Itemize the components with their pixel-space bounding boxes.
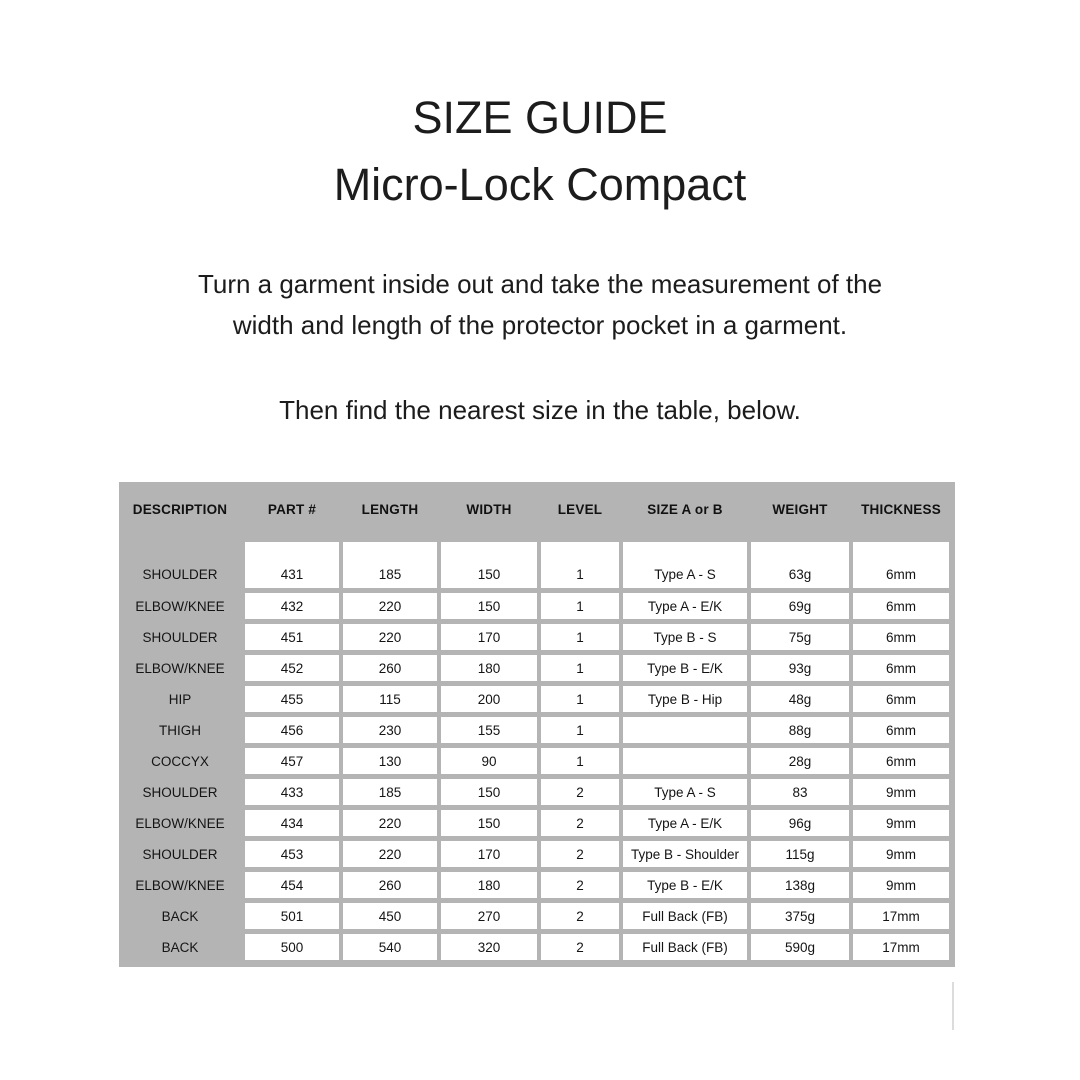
row-description: BACK: [161, 908, 199, 924]
table-cell: 320: [441, 934, 537, 960]
row-description: HIP: [168, 691, 192, 707]
table-cell: 6mm: [853, 624, 949, 650]
page-title-line2: Micro-Lock Compact: [333, 159, 747, 210]
table-cell: 456: [245, 717, 339, 743]
table-cell: 90: [441, 748, 537, 774]
table-cell: 452: [245, 655, 339, 681]
title-block: [0, 84, 1080, 218]
table-cell: 2: [541, 841, 619, 867]
table-cell: 1: [541, 593, 619, 619]
table-cell: 1: [541, 542, 619, 588]
row-description: ELBOW/KNEE: [135, 877, 225, 893]
table-cell: 28g: [751, 748, 849, 774]
table-cell: [623, 748, 747, 774]
column-header-weight: WEIGHT: [772, 502, 828, 517]
table-cell: Full Back (FB): [623, 934, 747, 960]
table-cell: 6mm: [853, 655, 949, 681]
row-description: COCCYX: [151, 753, 209, 769]
instructions-line1: Turn a garment inside out and take the measurement of the: [197, 269, 883, 299]
table-cell: Type A - E/K: [623, 593, 747, 619]
table-cell: 540: [343, 934, 437, 960]
column-header-size-a-or-b: SIZE A or B: [647, 502, 723, 517]
row-description: ELBOW/KNEE: [135, 660, 225, 676]
table-cell: Type B - Hip: [623, 686, 747, 712]
table-cell: 457: [245, 748, 339, 774]
table-cell: 6mm: [853, 542, 949, 588]
table-cell: 83: [751, 779, 849, 805]
table-cell: 220: [343, 841, 437, 867]
table-cell: 17mm: [853, 934, 949, 960]
divider-line: [952, 982, 954, 1030]
table-cell: 9mm: [853, 779, 949, 805]
row-description: ELBOW/KNEE: [135, 815, 225, 831]
table-cell: 170: [441, 841, 537, 867]
table-cell: 2: [541, 810, 619, 836]
column-header-thickness: THICKNESS: [861, 502, 941, 517]
table-cell: 115g: [751, 841, 849, 867]
table-cell: 1: [541, 624, 619, 650]
page-title-line1: SIZE GUIDE: [412, 92, 668, 143]
table-cell: 451: [245, 624, 339, 650]
table-cell: 375g: [751, 903, 849, 929]
table-cell: 1: [541, 717, 619, 743]
table-cell: 6mm: [853, 686, 949, 712]
table-cell: 431: [245, 542, 339, 588]
table-cell: 170: [441, 624, 537, 650]
table-cell: 9mm: [853, 810, 949, 836]
table-cell: 453: [245, 841, 339, 867]
table-cell: 220: [343, 593, 437, 619]
table-cell: 6mm: [853, 593, 949, 619]
table-cell: 500: [245, 934, 339, 960]
table-cell: 260: [343, 655, 437, 681]
table-cell: 454: [245, 872, 339, 898]
table-cell: Type A - E/K: [623, 810, 747, 836]
table-cell: 434: [245, 810, 339, 836]
row-description: ELBOW/KNEE: [135, 598, 225, 614]
table-cell: 17mm: [853, 903, 949, 929]
column-header-width: WIDTH: [466, 502, 512, 517]
table-cell: 455: [245, 686, 339, 712]
table-cell: 88g: [751, 717, 849, 743]
table-cell: 180: [441, 872, 537, 898]
row-description: SHOULDER: [142, 629, 218, 645]
row-description: SHOULDER: [142, 846, 218, 862]
table-cell: 180: [441, 655, 537, 681]
table-cell: 150: [441, 810, 537, 836]
table-cell: 93g: [751, 655, 849, 681]
table-cell: 501: [245, 903, 339, 929]
instructions-paragraph-1: [0, 264, 1080, 346]
table-cell: [623, 717, 747, 743]
table-cell: Type B - E/K: [623, 872, 747, 898]
table-cell: 270: [441, 903, 537, 929]
table-cell: 1: [541, 748, 619, 774]
table-cell: 2: [541, 872, 619, 898]
table-cell: 138g: [751, 872, 849, 898]
instructions-line2: width and length of the protector pocket in a garment.: [232, 310, 848, 340]
instructions-paragraph-2: Then find the nearest size in the table, below.: [279, 395, 801, 425]
table-cell: 48g: [751, 686, 849, 712]
table-cell: 9mm: [853, 841, 949, 867]
table-cell: 433: [245, 779, 339, 805]
table-cell: Type A - S: [623, 542, 747, 588]
table-cell: Type B - Shoulder: [623, 841, 747, 867]
table-cell: 220: [343, 624, 437, 650]
table-cell: Type B - S: [623, 624, 747, 650]
table-cell: 1: [541, 655, 619, 681]
table-cell: 75g: [751, 624, 849, 650]
column-header-description: DESCRIPTION: [132, 502, 228, 517]
table-cell: 2: [541, 779, 619, 805]
table-cell: 432: [245, 593, 339, 619]
row-description: BACK: [161, 939, 199, 955]
table-cell: 6mm: [853, 748, 949, 774]
table-cell: Type B - E/K: [623, 655, 747, 681]
table-cell: 185: [343, 542, 437, 588]
table-cell: 200: [441, 686, 537, 712]
table-cell: 2: [541, 903, 619, 929]
column-header-level: LEVEL: [557, 502, 603, 517]
table-cell: 230: [343, 717, 437, 743]
table-cell: 150: [441, 779, 537, 805]
table-cell: 96g: [751, 810, 849, 836]
table-cell: Full Back (FB): [623, 903, 747, 929]
table-cell: 450: [343, 903, 437, 929]
table-cell: 150: [441, 593, 537, 619]
table-cell: 185: [343, 779, 437, 805]
row-description: SHOULDER: [142, 784, 218, 800]
column-header-length: LENGTH: [361, 502, 419, 517]
table-cell: 130: [343, 748, 437, 774]
row-description: SHOULDER: [142, 567, 218, 582]
table-cell: 69g: [751, 593, 849, 619]
table-cell: 115: [343, 686, 437, 712]
table-cell: Type A - S: [623, 779, 747, 805]
table-cell: 6mm: [853, 717, 949, 743]
table-cell: 2: [541, 934, 619, 960]
table-cell: 260: [343, 872, 437, 898]
table-cell: 9mm: [853, 872, 949, 898]
table-cell: 63g: [751, 542, 849, 588]
row-description: THIGH: [159, 722, 201, 738]
table-cell: 220: [343, 810, 437, 836]
table-cell: 155: [441, 717, 537, 743]
table-cell: 150: [441, 542, 537, 588]
table-cell: 590g: [751, 934, 849, 960]
column-header-part: PART #: [267, 502, 317, 517]
table-cell: 1: [541, 686, 619, 712]
size-table: [119, 482, 955, 967]
